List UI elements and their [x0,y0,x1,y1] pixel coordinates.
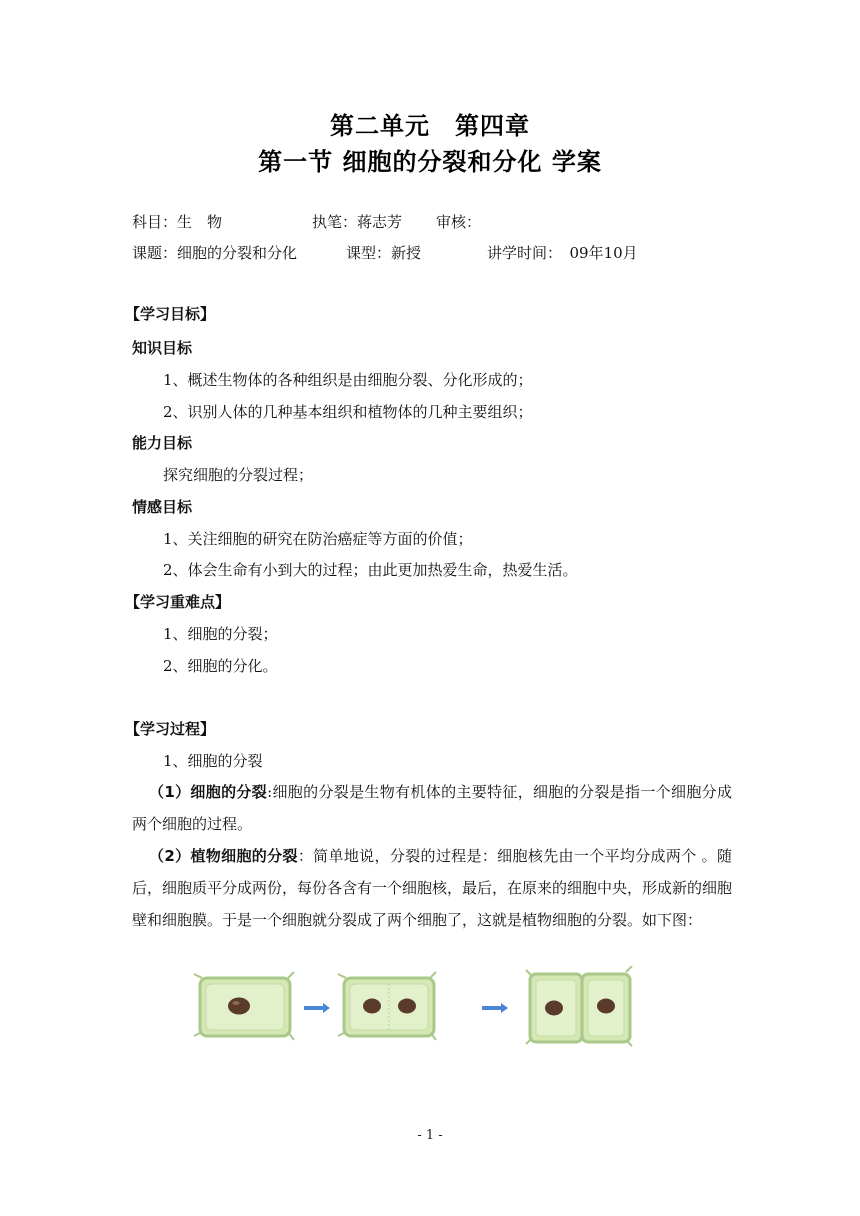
nucleus [228,998,250,1015]
meta-reviewer: 审核： [436,213,482,231]
document-title-line1: 第二单元 第四章 [330,112,530,140]
paragraph-plant-cell-division: （2）植物细胞的分裂：简单地说，分裂的过程是：细胞核先由一个平均分成两个 。随后，细胞质平分成两份，每份各含有一个细胞核，最后，在原来的细胞中央，形成新的细胞壁和细胞膜。于是一个细胞就分裂成了两个细胞了，这就是植物细胞的分裂。如下图： [132,847,733,929]
key-point-item: 1、细胞的分裂； [163,625,278,643]
emotion-goals-heading: 情感目标 [132,498,193,516]
nucleus [545,1001,563,1016]
meta-lesson-type: 课型：新授 [346,244,422,262]
meta-author: 执笔：蒋志芳 [312,213,403,231]
goals-heading: 【学习目标】 [125,305,216,323]
page-number: - 1 - [417,1128,443,1143]
meta-time: 讲学时间： 09年10月 [487,244,638,262]
ability-item: 探究细胞的分裂过程； [163,466,314,484]
process-section-1: 1、细胞的分裂 [163,752,263,770]
knowledge-item: 2、识别人体的几种基本组织和植物体的几种主要组织； [163,403,533,421]
emotion-item: 1、关注细胞的研究在防治癌症等方面的价值； [163,530,473,548]
term-cell-division: （1）细胞的分裂 [149,783,268,801]
process-heading: 【学习过程】 [125,720,216,738]
term-plant-cell-division: （2）植物细胞的分裂 [149,847,298,865]
arrow-icon [482,1003,508,1013]
paragraph-cell-division: （1）细胞的分裂:细胞的分裂是生物有机体的主要特征，细胞的分裂是指一个细胞分成两个细胞的过程。 [132,783,732,833]
key-points-heading: 【学习重难点】 [125,593,231,611]
meta-topic: 课题：细胞的分裂和分化 [132,244,298,262]
cell-stage-1 [194,972,294,1040]
ability-goals-heading: 能力目标 [132,434,193,452]
nucleus [597,999,615,1014]
key-point-item: 2、细胞的分化。 [163,657,278,675]
knowledge-goals-heading: 知识目标 [132,339,193,357]
document-title-line2: 第一节 细胞的分裂和分化 学案 [258,148,602,176]
emotion-item: 2、体会生命有小到大的过程；由此更加热爱生命，热爱生活。 [163,561,578,579]
cell-stage-3 [526,966,632,1046]
meta-row-2 [132,242,638,263]
arrow-icon [304,1003,330,1013]
meta-subject: 科目：生 物 [132,213,223,231]
knowledge-item: 1、概述生物体的各种组织是由细胞分裂、分化形成的； [163,371,533,389]
meta-row-1 [132,211,481,232]
plant-cell-division-figure [190,966,650,1048]
cell-stage-2 [338,972,436,1040]
nucleus [398,999,416,1014]
nucleus [363,999,381,1014]
